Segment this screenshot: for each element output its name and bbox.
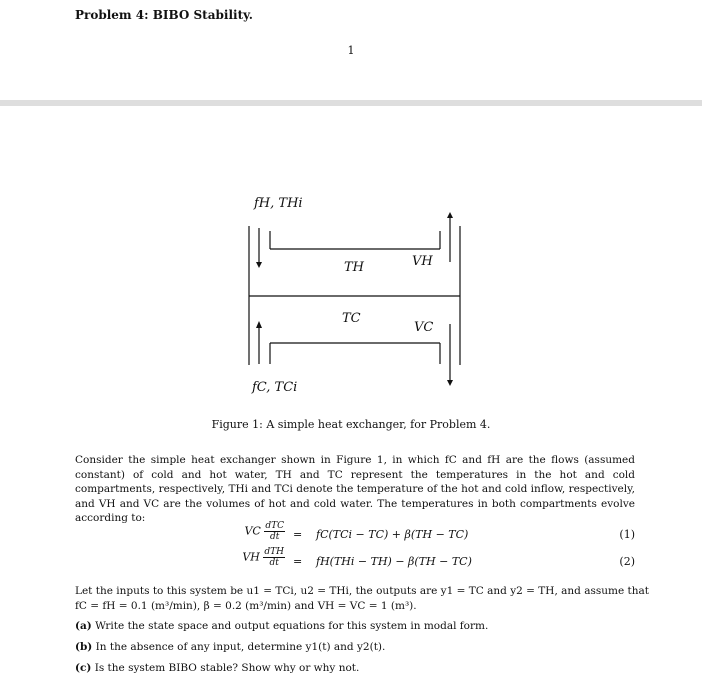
hot-inflow-label: fH, THi	[254, 196, 303, 211]
question-b	[75, 641, 385, 653]
cold-outflow-arrowhead	[447, 380, 453, 386]
question-a	[75, 620, 488, 632]
equation-2-rhs: fH(THi − TH) − β(TH − TC)	[316, 555, 472, 568]
equation-1-number: (1)	[619, 528, 635, 541]
cold-volume-label: VC	[414, 320, 434, 335]
page-number: 1	[347, 44, 355, 57]
equation-2-lhs	[225, 547, 285, 568]
cold-inflow-label: fC, TCi	[252, 380, 298, 395]
equation-1-equals: =	[293, 528, 303, 541]
equation-1-derivative-den: dt	[269, 532, 280, 542]
problem-description: Consider the simple heat exchanger shown in Figure 1, in which fC and fH are the flows (assumed constant) of cold and hot water, TH and TC represent the temperatures in the hot and cold compartments, respectively, THi and TCi denote the temperature of the hot and cold inflow, respectively, and VH and VC are the volumes of hot and cold water. The temperatures in both compartments evolve according to:	[75, 454, 635, 524]
hot-volume-label: VH	[412, 254, 433, 269]
hot-outflow-arrowhead	[447, 212, 453, 218]
question-a-text: Write the state space and output equations for this system in modal form.	[95, 620, 489, 632]
question-b-text: In the absence of any input, determine y1(t) and y2(t).	[95, 641, 386, 653]
question-c	[75, 662, 359, 674]
equation-1-derivative-num: dTC	[265, 521, 284, 531]
figure-caption: Figure 1: A simple heat exchanger, for Problem 4.	[211, 418, 491, 431]
conditions-line-2: fC = fH = 0.1 (m³/min), β = 0.2 (m³/min) and VH = VC = 1 (m³).	[75, 600, 417, 612]
question-a-tag: (a)	[75, 620, 92, 632]
equation-2-equals: =	[293, 555, 303, 568]
equation-2-derivative-num: dTH	[264, 547, 284, 557]
equation-2-number: (2)	[619, 555, 635, 568]
problem-title: Problem 4: BIBO Stability.	[75, 8, 253, 22]
equation-1-derivative	[264, 521, 285, 542]
conditions-line-1: Let the inputs to this system be u1 = TCi, u2 = THi, the outputs are y1 = TC and y2 = TH, and assume that	[75, 585, 649, 597]
cold-inflow-arrowhead	[256, 321, 262, 328]
equation-2-coef: VH	[242, 550, 260, 564]
equation-2-derivative-den: dt	[269, 558, 279, 568]
question-b-tag: (b)	[75, 641, 93, 653]
equation-1-lhs	[225, 521, 285, 542]
question-c-tag: (c)	[75, 662, 92, 674]
equation-1-rhs: fC(TCi − TC) + β(TH − TC)	[316, 528, 469, 541]
hot-inflow-arrowhead	[256, 262, 262, 268]
hot-temperature-label: TH	[344, 260, 365, 275]
equation-1-coef: VC	[244, 524, 261, 538]
equation-2-derivative	[263, 547, 285, 568]
cold-temperature-label: TC	[342, 311, 361, 326]
question-c-text: Is the system BIBO stable? Show why or why not.	[94, 662, 360, 674]
